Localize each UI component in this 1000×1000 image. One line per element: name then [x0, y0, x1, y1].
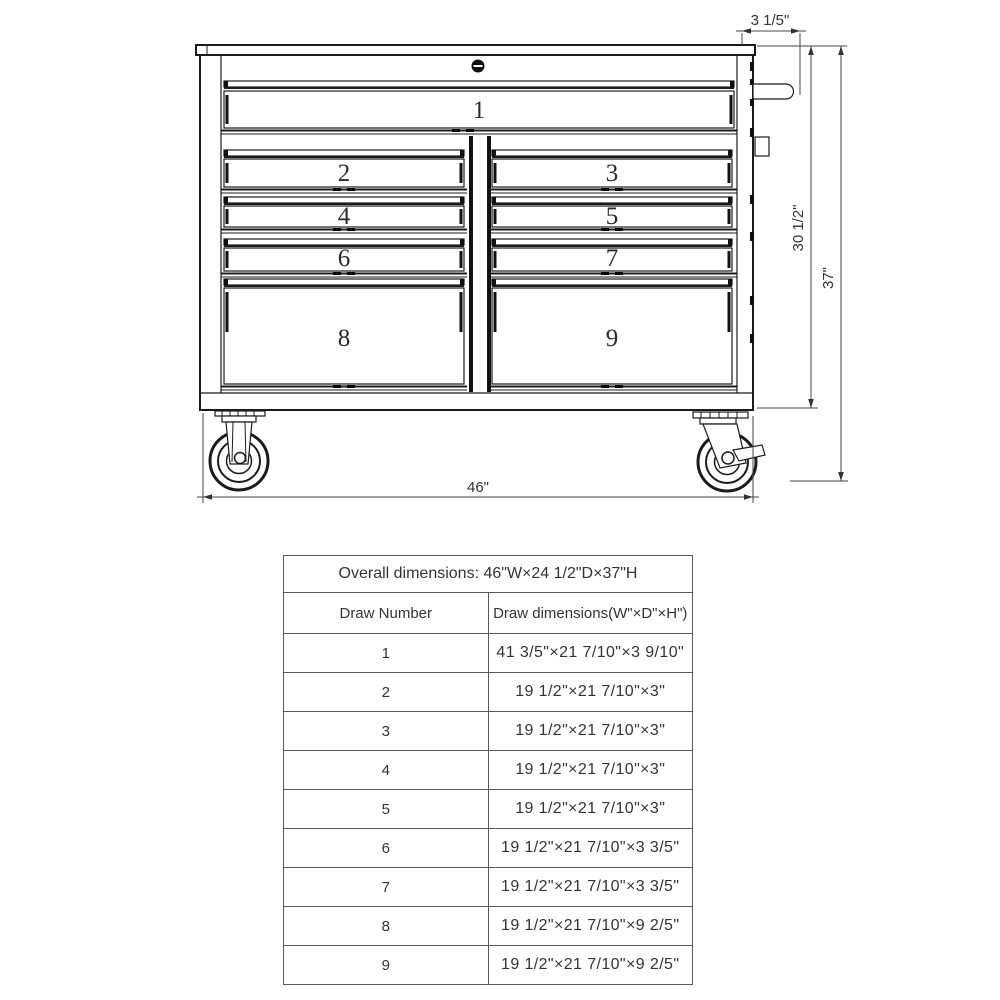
dimension-label: 46" [466, 479, 490, 496]
dimension-label: 3 1/5" [750, 12, 790, 29]
table-row [284, 868, 693, 907]
drawer-2 [221, 150, 467, 193]
draw-dimensions-cell: 19 1/2"×21 7/10"×9 2/5" [488, 946, 693, 985]
draw-dimensions-cell: 19 1/2"×21 7/10"×3 3/5" [488, 829, 693, 868]
keyhole-lock-icon [472, 60, 485, 73]
draw-dimensions-cell: 19 1/2"×21 7/10"×3" [488, 790, 693, 829]
drawer-number-label: 8 [337, 325, 351, 352]
table-row [284, 790, 693, 829]
draw-number-cell: 6 [284, 829, 489, 868]
drawer-number-label: 4 [337, 203, 351, 230]
overall-dimensions-row [284, 556, 693, 593]
table-row [284, 946, 693, 985]
spec-table [283, 555, 693, 985]
overall-dimensions-title: Overall dimensions: 46"W×24 1/2"D×37"H [284, 556, 693, 593]
table-row [284, 829, 693, 868]
drawer-number-label: 2 [337, 160, 351, 187]
drawer-number-label: 3 [605, 160, 619, 187]
drawer-number-label: 7 [605, 245, 619, 272]
drawer-6 [221, 239, 467, 277]
draw-dimensions-cell: 19 1/2"×21 7/10"×3" [488, 751, 693, 790]
right-caster-wheel-with-brake [693, 412, 765, 491]
table-row [284, 751, 693, 790]
side-latch-bracket [755, 137, 769, 156]
draw-number-cell: 5 [284, 790, 489, 829]
drawer-number-label: 1 [472, 97, 486, 124]
draw-dimensions-cell: 19 1/2"×21 7/10"×3" [488, 712, 693, 751]
dimension-overall-width [197, 413, 759, 503]
drawer-9 [490, 279, 737, 390]
column-header-row [284, 593, 693, 634]
table-row [284, 907, 693, 946]
drawer-number-label: 6 [337, 245, 351, 272]
draw-dimensions-cell: 41 3/5"×21 7/10"×3 9/10" [488, 634, 693, 673]
draw-dimensions-cell: 19 1/2"×21 7/10"×9 2/5" [488, 907, 693, 946]
draw-number-cell: 9 [284, 946, 489, 985]
drawer-number-label: 5 [605, 203, 619, 230]
side-handle [750, 79, 794, 106]
draw-number-cell: 2 [284, 673, 489, 712]
table-row [284, 712, 693, 751]
drawer-number-label: 9 [605, 325, 619, 352]
draw-number-cell: 8 [284, 907, 489, 946]
col-header-draw-number: Draw Number [284, 593, 489, 634]
draw-dimensions-cell: 19 1/2"×21 7/10"×3" [488, 673, 693, 712]
table-row [284, 673, 693, 712]
drawer-3 [490, 150, 737, 193]
dimension-overall-height [790, 46, 848, 481]
dimension-cabinet-height [757, 46, 847, 408]
draw-number-cell: 7 [284, 868, 489, 907]
drawer-1 [221, 81, 737, 134]
draw-number-cell: 4 [284, 751, 489, 790]
left-caster-wheel [210, 411, 268, 490]
draw-number-cell: 1 [284, 634, 489, 673]
drawer-8 [221, 279, 467, 390]
dimension-label: 30 1/2" [790, 204, 807, 252]
draw-number-cell: 3 [284, 712, 489, 751]
dimension-label: 37" [820, 266, 837, 290]
draw-dimensions-cell: 19 1/2"×21 7/10"×3 3/5" [488, 868, 693, 907]
col-header-draw-dimensions: Draw dimensions(W"×D"×H") [488, 593, 693, 634]
drawer-7 [490, 239, 737, 277]
table-row [284, 634, 693, 673]
